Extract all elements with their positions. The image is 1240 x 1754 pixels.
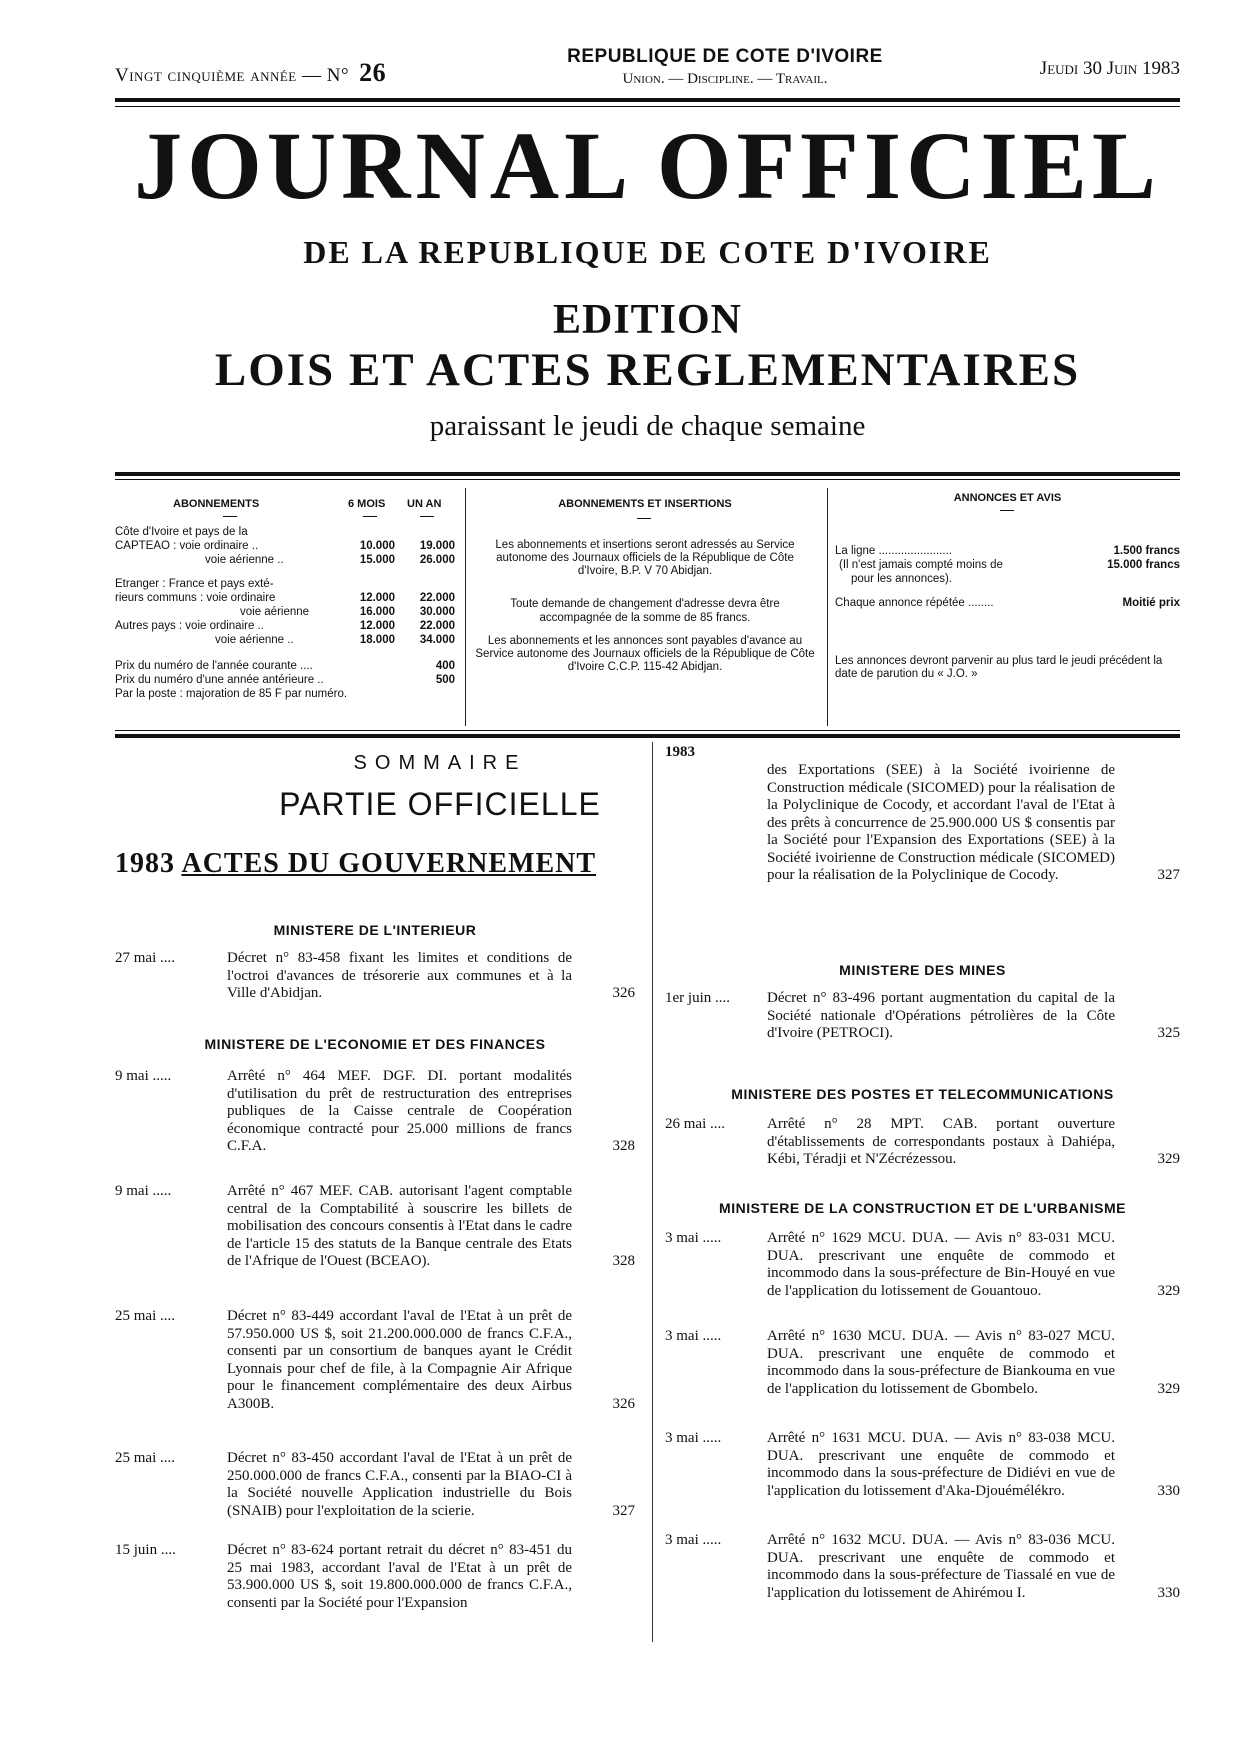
partie-officielle: PARTIE OFFICIELLE (279, 786, 601, 822)
toc-entry-12[interactable]: 3 mai ..... Arrêté n° 1632 MCU. DUA. — Avis n° 83-036 MCU. DUA. prescrivant une enquête de commodo et incommodo dans la sous-préfecture de Tiassalé en vue de l'application du lotissement de Ahirémou I. 330 (665, 1532, 1180, 1601)
g1-line1: Côte d'Ivoire et pays de la (115, 526, 248, 538)
g1-r1-an: 19.000 (419, 540, 455, 552)
toc-page: 326 (612, 985, 635, 1001)
prix-poste: Par la poste : majoration de 85 F par numéro. (115, 688, 348, 700)
annonces-repetee-value: Moitié prix (1122, 596, 1180, 609)
toc-entry-10[interactable]: 3 mai ..... Arrêté n° 1630 MCU. DUA. — Avis n° 83-027 MCU. DUA. prescrivant une enquête de commodo et incommodo dans la sous-préfecture de Biankouma en vue de l'application du lotissement de Gbombelo. 329 (665, 1328, 1180, 1397)
col-6mois: 6 MOIS (348, 498, 386, 510)
g2-r2-an: 30.000 (419, 606, 455, 618)
g1-r2-6mois: 15.000 (359, 554, 395, 566)
toc-page: 329 (1157, 1151, 1180, 1167)
annonces-heading: ANNONCES ET AVIS (953, 492, 1062, 504)
column-separator (652, 742, 653, 1642)
actes-year: 1983 (115, 848, 175, 879)
prix-courante: Prix du numéro de l'année courante .... (115, 660, 313, 672)
toc-page: 329 (1157, 1380, 1180, 1397)
top-rule (115, 98, 1180, 102)
abonnements-heading: ABONNEMENTS (173, 498, 260, 510)
sommaire-heading: SOMMAIRE (353, 752, 527, 774)
annonces-note2: pour les annonces). (851, 572, 953, 585)
insertions-heading: ABONNEMENTS ET INSERTIONS (558, 498, 732, 510)
toc-page: 328 (612, 1138, 635, 1154)
toc-entry-7[interactable]: 1er juin .... Décret n° 83-496 portant augmentation du capital de la Société nationale d'Opérations pétrolières de la Côte d'Ivoire (PETROCI). 325 (665, 990, 1180, 1041)
g2-line1: Etranger : France et pays exté- (115, 578, 274, 590)
masthead-topline (115, 46, 1180, 87)
g2-r1-6mois: 12.000 (359, 592, 395, 604)
g3-line2: voie aérienne .. (215, 634, 294, 646)
journal-subtitle: DE LA REPUBLIQUE DE COTE D'IVOIRE (303, 234, 992, 270)
abonnements-column (115, 488, 460, 702)
ministere-economie: MINISTERE DE L'ECONOMIE ET DES FINANCES (204, 1036, 546, 1052)
box-divider-2 (827, 488, 828, 726)
box-bottom-rule-thin (115, 730, 1180, 731)
journal-title: JOURNAL OFFICIEL (134, 112, 1161, 219)
annonces-note-value: 15.000 francs (1107, 558, 1180, 571)
box-top-rule (115, 472, 1180, 476)
continued-year: 1983 (665, 744, 695, 760)
annonces-note: (Il n'est jamais compté moins de (839, 558, 1003, 571)
toc-page: 327 (1157, 867, 1180, 883)
toc-page: 330 (1157, 1584, 1180, 1601)
annonces-column (835, 488, 1180, 691)
national-motto: Union. — Discipline. — Travail. (622, 71, 828, 87)
g2-r1-an: 22.000 (419, 592, 455, 604)
actes-title: ACTES DU GOUVERNEMENT (181, 848, 597, 879)
edition-name: LOIS ET ACTES REGLEMENTAIRES (214, 344, 1081, 396)
issue-date: Jeudi 30 Juin 1983 (1039, 58, 1180, 79)
g1-r1-6mois: 10.000 (359, 540, 395, 552)
prix-courante-value: 400 (435, 660, 455, 672)
annonces-delai: Les annonces devront parvenir au plus tard le jeudi précédent la date de parution du « J.O. » (835, 654, 1163, 680)
top-rule-thin (115, 106, 1180, 107)
col-un-an: UN AN (407, 498, 442, 510)
toc-page: 328 (612, 1253, 635, 1269)
toc-entry-6[interactable]: 15 juin .... Décret n° 83-624 portant retrait du décret n° 83-451 du 25 mai 1983, accordant l'aval de l'Etat à un prêt de 53.900.000 US $, soit 19.800.000.000 de francs C.F.A., consenti par la Société pour l'Expansion (115, 1542, 572, 1611)
republic-block (525, 46, 925, 88)
box-bottom-rule (115, 734, 1180, 738)
ministere-construction: MINISTERE DE LA CONSTRUCTION ET DE L'URBANISME (719, 1200, 1126, 1216)
g3-r1-an: 22.000 (419, 620, 455, 632)
issue-info (115, 58, 386, 88)
prix-anterieure: Prix du numéro d'une année antérieure .. (115, 674, 324, 686)
annonces-ligne: La ligne ....................... (835, 544, 952, 557)
g3-line1: Autres pays : voie ordinaire .. (115, 620, 264, 632)
toc-entry-1[interactable]: 27 mai .... Décret n° 83-458 fixant les limites et conditions de l'octroi d'avances de trésorerie aux communes et à la Ville d'Abidjan. 326 (115, 950, 635, 1001)
edition-label: EDITION (552, 297, 743, 343)
year-issue: Vingt cinquième année — N° (115, 65, 350, 86)
toc-entry-6-continued[interactable]: des Exportations (SEE) à la Société ivoirienne de Construction médicale (SICOMED) pour la réalisation de la Polyclinique de Cocody, et accordant l'aval de l'Etat à des prêts à concurrence de 25.900.000 US $ consentis par la Société pour l'Expansion des Exportations (SEE) à la Société ivoirienne de Construction médicale (SICOMED) pour la réalisation de la Polyclinique de Cocody. 327 (767, 762, 1180, 883)
annonces-ligne-value: 1.500 francs (1113, 544, 1180, 557)
prix-anterieure-value: 500 (435, 674, 455, 686)
toc-page: 327 (612, 1502, 635, 1519)
g2-line2: rieurs communs : voie ordinaire (115, 592, 276, 604)
issue-number: 26 (359, 58, 387, 87)
insertions-address: Les abonnements et insertions seront adressés au Service autonome des Journaux officiels de la République de Côte d'Ivoire, B.P. V 70 Abidjan. (495, 538, 795, 578)
toc-entry-2[interactable]: 9 mai ..... Arrêté n° 464 MEF. DGF. DI. portant modalités d'utilisation du prêt de restructuration des entreprises publiques de la Caisse centrale de Coopération économique contracté pour 25.000 millions de francs C.F.A. 328 (115, 1068, 635, 1154)
toc-page: 325 (1157, 1025, 1180, 1041)
box-top-rule-thin (115, 479, 1180, 480)
toc-page: 326 (612, 1395, 635, 1412)
toc-entry-9[interactable]: 3 mai ..... Arrêté n° 1629 MCU. DUA. — Avis n° 83-031 MCU. DUA. prescrivant une enquête de commodo et incommodo dans la sous-préfecture de Bin-Houyé en vue de l'application du lotissement de Gouantouo. 329 (665, 1230, 1180, 1299)
g2-r2-6mois: 16.000 (359, 606, 395, 618)
toc-entry-11[interactable]: 3 mai ..... Arrêté n° 1631 MCU. DUA. — Avis n° 83-038 MCU. DUA. prescrivant une enquête de commodo et incommodo dans la sous-préfecture de Didiévi en vue de l'application du lotissement d'Aka-Djouémélékro. 330 (665, 1430, 1180, 1499)
insertions-change-address: Toute demande de changement d'adresse devra être accompagnée de la somme de 85 francs. (510, 598, 780, 624)
g2-line3: voie aérienne (240, 606, 310, 618)
toc-entry-3[interactable]: 9 mai ..... Arrêté n° 467 MEF. CAB. autorisant l'agent comptable central de la Comptabilité à souscrire les billets de mobilisation des concours consentis à l'Etat dans le cadre de l'article 15 des statuts de la Banque centrale des Etats de l'Afrique de l'Ouest (BCEAO). 328 (115, 1183, 635, 1269)
g1-r2-an: 26.000 (419, 554, 455, 566)
g3-r2-an: 34.000 (419, 634, 455, 646)
toc-entry-8[interactable]: 26 mai .... Arrêté n° 28 MPT. CAB. portant ouverture d'établissements de correspondants postaux à Dahiépa, Kébi, Téradji et N'Zécrézessou. 329 (665, 1116, 1180, 1167)
actes-heading (115, 848, 635, 880)
toc-page: 329 (1157, 1282, 1180, 1299)
toc-page: 330 (1157, 1482, 1180, 1499)
republic-name: REPUBLIQUE DE COTE D'IVOIRE (567, 46, 883, 67)
g1-line2: CAPTEAO : voie ordinaire .. (115, 540, 259, 552)
box-divider-1 (465, 488, 466, 726)
toc-entry-5[interactable]: 25 mai .... Décret n° 83-450 accordant l'aval de l'Etat à un prêt de 250.000.000 de francs C.F.A., consenti par la BIAO-CI à la Société nouvelle Application industrielle du Bois (SNAIB) pour l'exploitation de la scierie. 327 (115, 1450, 635, 1519)
insertions-column (475, 488, 815, 684)
ministere-mines: MINISTERE DES MINES (839, 962, 1006, 978)
publication-frequency: paraissant le jeudi de chaque semaine (429, 410, 866, 442)
toc-entry-4[interactable]: 25 mai .... Décret n° 83-449 accordant l'aval de l'Etat à un prêt de 57.950.000 US $, soit 21.200.000.000 de francs C.F.A., consenti par un consortium de banques ayant le Crédit Lyonnais pour chef de file, à la Compagnie Air Afrique pour le financement complémentaire des deux Airbus A300B. 326 (115, 1308, 635, 1412)
g3-r1-6mois: 12.000 (359, 620, 395, 632)
insertions-payment: Les abonnements et les annonces sont payables d'avance au Service autonome des Journaux officiels de la République de Côte d'Ivoire C.C.P. 115-42 Abidjan. (475, 634, 815, 674)
g1-line3: voie aérienne .. (205, 554, 284, 566)
annonces-repetee: Chaque annonce répétée ........ (835, 596, 994, 609)
ministere-postes: MINISTERE DES POSTES ET TELECOMMUNICATIONS (731, 1086, 1114, 1102)
g3-r2-6mois: 18.000 (359, 634, 395, 646)
subscription-box (115, 488, 1180, 726)
ministere-interieur: MINISTERE DE L'INTERIEUR (273, 922, 477, 938)
